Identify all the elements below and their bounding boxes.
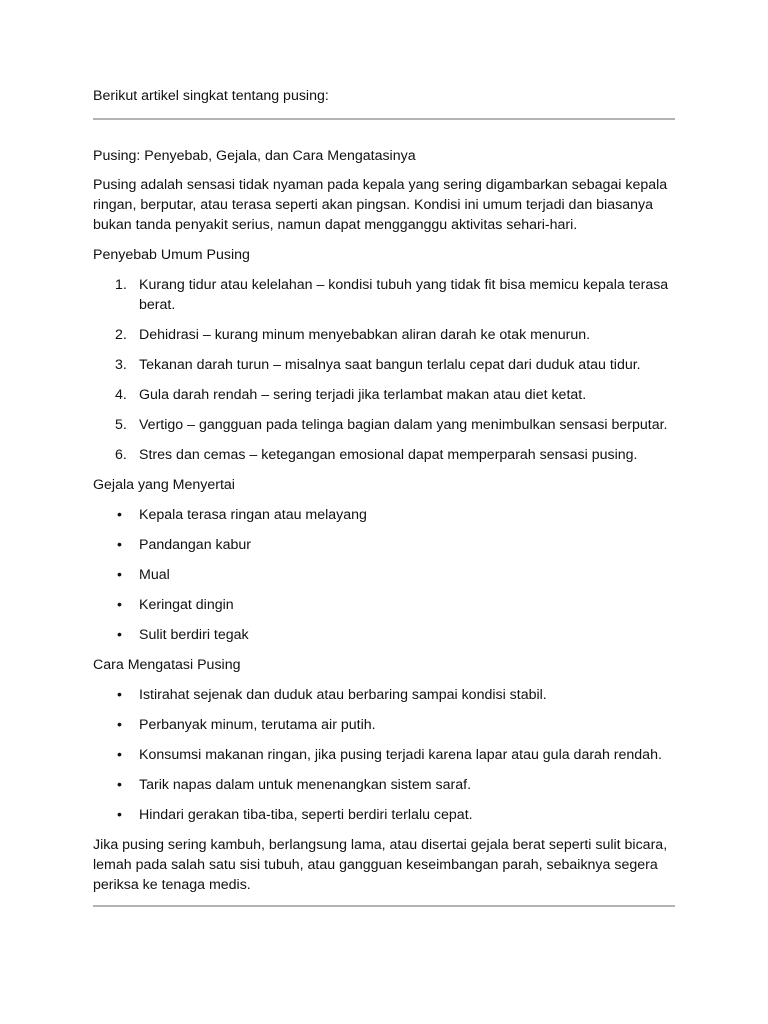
symptom-item (93, 505, 675, 525)
remedy-text: Perbanyak minum, terutama air putih. (139, 717, 376, 733)
bullet-icon: • (117, 627, 122, 643)
cause-number: 5. (115, 417, 127, 433)
bullet-icon: • (117, 597, 122, 613)
symptom-text: Keringat dingin (139, 597, 234, 613)
cause-text: Gula darah rendah – sering terjadi jika terlambat makan atau diet ketat. (139, 387, 587, 403)
remedy-item (93, 715, 675, 735)
article-content (93, 86, 675, 907)
cause-item (93, 275, 675, 315)
symptom-item (93, 625, 675, 645)
bullet-icon: • (117, 807, 122, 823)
cause-number: 1. (115, 277, 127, 293)
symptom-item (93, 535, 675, 555)
closing-paragraph: Jika pusing sering kambuh, berlangsung lama, atau disertai gejala berat seperti sulit bicara, lemah pada salah satu sisi tubuh, atau gangguan keseimbangan parah, sebaiknya segera periksa ke tenaga medis. (93, 837, 668, 893)
cause-text: Vertigo – gangguan pada telinga bagian dalam yang menimbulkan sensasi berputar. (139, 417, 668, 433)
remedy-text: Konsumsi makanan ringan, jika pusing terjadi karena lapar atau gula darah rendah. (139, 747, 662, 763)
symptoms-list (93, 505, 675, 645)
symptom-text: Kepala terasa ringan atau melayang (139, 507, 367, 523)
cause-number: 6. (115, 447, 127, 463)
symptom-item (93, 565, 675, 585)
cause-text: Stres dan cemas – ketegangan emosional dapat memperparah sensasi pusing. (139, 447, 638, 463)
cause-text: Kurang tidur atau kelelahan – kondisi tubuh yang tidak fit bisa memicu kepala terasa berat. (139, 277, 669, 313)
cause-number: 3. (115, 357, 127, 373)
causes-heading: Penyebab Umum Pusing (93, 247, 250, 263)
bullet-icon: • (117, 687, 122, 703)
bottom-divider (93, 905, 675, 907)
remedies-heading: Cara Mengatasi Pusing (93, 657, 241, 673)
article-title: Pusing: Penyebab, Gejala, dan Cara Mengatasinya (93, 148, 416, 164)
cause-item (93, 355, 675, 375)
remedy-item (93, 775, 675, 795)
remedies-list (93, 685, 675, 825)
remedy-text: Tarik napas dalam untuk menenangkan sistem saraf. (139, 777, 472, 793)
bullet-icon: • (117, 777, 122, 793)
cause-text: Dehidrasi – kurang minum menyebabkan aliran darah ke otak menurun. (139, 327, 591, 343)
symptoms-heading: Gejala yang Menyertai (93, 477, 235, 493)
bullet-icon: • (117, 507, 122, 523)
causes-list (93, 275, 675, 465)
bullet-icon: • (117, 717, 122, 733)
remedy-item (93, 745, 675, 765)
symptom-text: Pandangan kabur (139, 537, 252, 553)
bullet-icon: • (117, 537, 122, 553)
remedy-text: Hindari gerakan tiba-tiba, seperti berdiri terlalu cepat. (139, 807, 473, 823)
cause-text: Tekanan darah turun – misalnya saat bangun terlalu cepat dari duduk atau tidur. (139, 357, 641, 373)
intro-text: Berikut artikel singkat tentang pusing: (93, 88, 329, 104)
cause-item (93, 325, 675, 345)
cause-item (93, 445, 675, 465)
bullet-icon: • (117, 567, 122, 583)
symptom-text: Mual (139, 567, 170, 583)
cause-number: 4. (115, 387, 127, 403)
top-divider (93, 118, 675, 120)
cause-number: 2. (115, 327, 127, 343)
symptom-text: Sulit berdiri tegak (139, 627, 249, 643)
remedy-text: Istirahat sejenak dan duduk atau berbaring sampai kondisi stabil. (139, 687, 547, 703)
remedy-item (93, 685, 675, 705)
symptom-item (93, 595, 675, 615)
bullet-icon: • (117, 747, 122, 763)
intro-paragraph: Pusing adalah sensasi tidak nyaman pada kepala yang sering digambarkan sebagai kepala ringan, berputar, atau terasa seperti akan pingsan. Kondisi ini umum terjadi dan biasanya bukan tanda penyakit serius, namun dapat mengganggu aktivitas sehari-hari. (93, 177, 668, 233)
cause-item (93, 385, 675, 405)
cause-item (93, 415, 675, 435)
remedy-item (93, 805, 675, 825)
